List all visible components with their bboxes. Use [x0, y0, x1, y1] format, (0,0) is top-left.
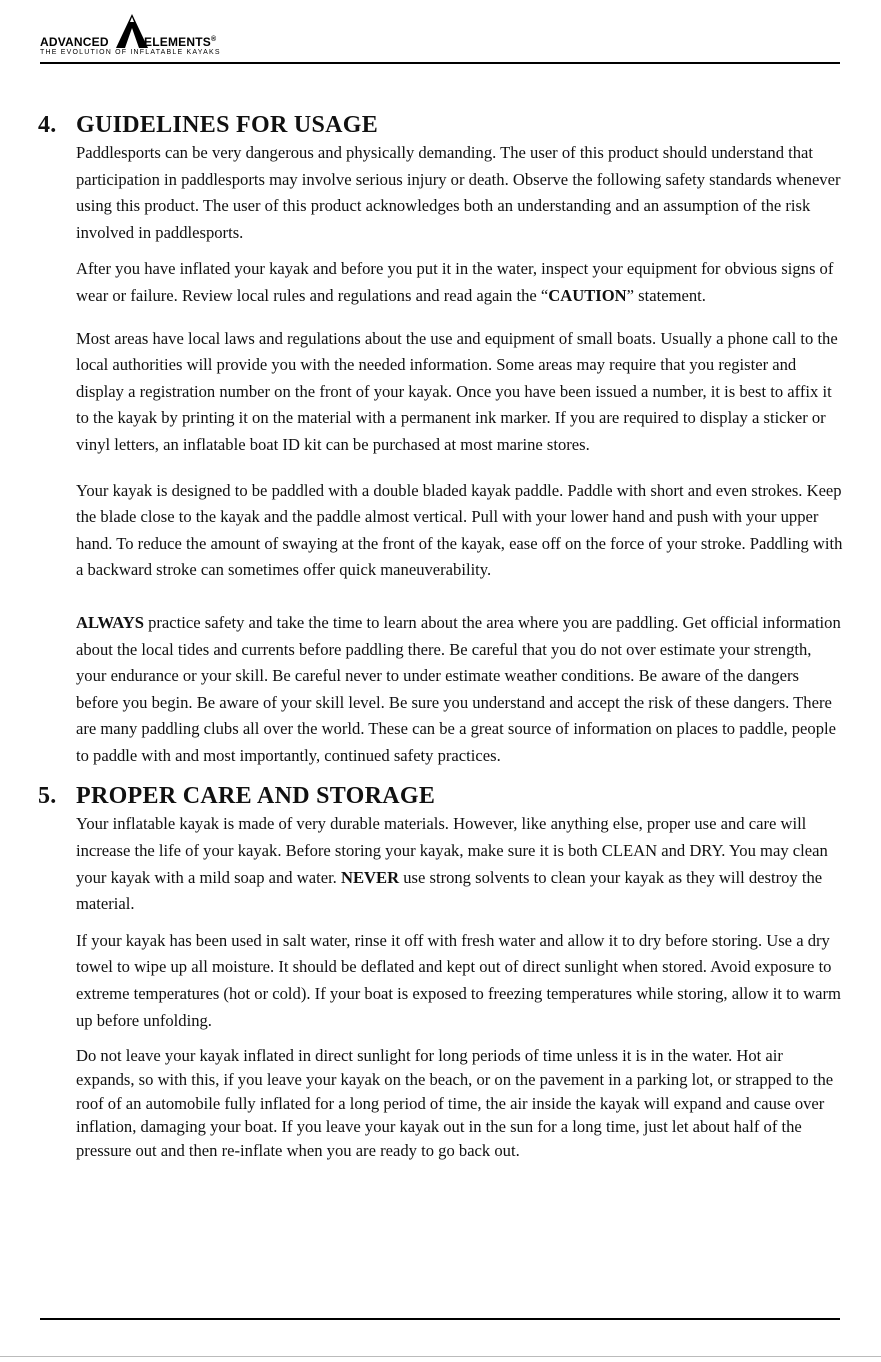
- paragraph: Most areas have local laws and regulations about the use and equipment of small boats. Usually a phone call to the local authorities will provide you with the needed information. Some areas may require that you register and display a registration number on the front of your kayak. Once you have been issued a number, it is best to affix it to the kayak by printing it on the material with a permanent ink marker. If you are required to display a sticker or vinyl letters, an inflatable boat ID kit can be purchased at most marine stores.: [76, 328, 838, 454]
- paragraph: After you have inflated your kayak and before you put it in the water, inspect your equipment for obvious signs of wear or failure. Review local rules and regulations and read again the “CAUTION” statement.: [76, 259, 834, 305]
- paragraph: ALWAYS practice safety and take the time to learn about the area where you are paddling. Get official information about the local tides and currents before paddling there. Be careful that you do not over estimate your strength, your endurance or your skill. Be careful never to under estimate weather conditions. Be aware of the dangers before you begin. Be aware of your skill level. Be sure you understand and accept the risk of these dangers. There are many paddling clubs all over the world. These can be a great source of information on places to paddle, people to paddle with and most importantly, continued safety practices.: [76, 612, 841, 765]
- page-footer-strip: [0, 1356, 881, 1362]
- page-header: [40, 14, 840, 64]
- brand-logo: [40, 14, 240, 58]
- section-body: [76, 140, 843, 769]
- paragraph: Do not leave your kayak inflated in direct sunlight for long periods of time unless it is in the water. Hot air expands, so with this, if you leave your kayak on the beach, or on the pavement in a parking lot, or strapped to the roof of an automobile fully inflated for a long period of time, the air inside the kayak will expand and cause over inflation, damaging your boat. If you leave your kayak out in the sun for a long time, just let about half of the pressure out and then re-inflate when you are ready to go back out.: [76, 1046, 834, 1161]
- paragraph: If your kayak has been used in salt water, rinse it off with fresh water and allow it to dry before storing. Use a dry towel to wipe up all moisture. It should be deflated and kept out of direct sunlight when stored. Avoid exposure to extreme temperatures (hot or cold). If your boat is exposed to freezing temperatures while storing, allow it to warm up before unfolding.: [76, 930, 841, 1030]
- logo-tagline: THE EVOLUTION OF INFLATABLE KAYAKS: [40, 49, 221, 56]
- paragraph: Your kayak is designed to be paddled with a double bladed kayak paddle. Paddle with short and even strokes. Keep the blade close to the kayak and the paddle almost vertical. Pull with your lower hand and push with your upper hand. To reduce the amount of swaying at the front of the kayak, ease off on the force of your stroke. Paddling with a backward stroke can sometimes offer quick maneuverability.: [76, 480, 843, 580]
- section-guidelines: [38, 110, 843, 769]
- logo-word-right: ELEMENTS®: [144, 35, 217, 49]
- caution-emphasis: CAUTION: [548, 285, 627, 305]
- never-emphasis: NEVER: [340, 867, 400, 887]
- section-number: 5.: [38, 783, 57, 810]
- paragraph: Your inflatable kayak is made of very durable materials. However, like anything else, proper use and care will increase the life of your kayak. Before storing your kayak, make sure it is both CLEAN and DRY. You may clean your kayak with a mild soap and water. NEVER use strong solvents to clean your kayak as they will destroy the material.: [76, 814, 828, 914]
- section-title: PROPER CARE AND STORAGE: [76, 783, 436, 810]
- section-care-storage: [38, 781, 843, 1162]
- paragraph: Paddlesports can be very dangerous and physically demanding. The user of this product should understand that participation in paddlesports may involve serious injury or death. Observe the following safety standards whenever using this product. The user of this product acknowledges both an understanding and an assumption of the risk involved in paddlesports.: [76, 143, 841, 242]
- section-heading: [38, 781, 843, 811]
- header-divider: [40, 62, 840, 64]
- always-emphasis: ALWAYS: [76, 612, 144, 632]
- footer-divider: [40, 1318, 840, 1320]
- section-body: [76, 811, 843, 1162]
- section-title: GUIDELINES FOR USAGE: [76, 112, 379, 138]
- section-number: 4.: [38, 112, 57, 138]
- section-heading: [38, 110, 843, 140]
- page-content: [38, 110, 843, 1173]
- logo-word-left: ADVANCED: [40, 35, 109, 49]
